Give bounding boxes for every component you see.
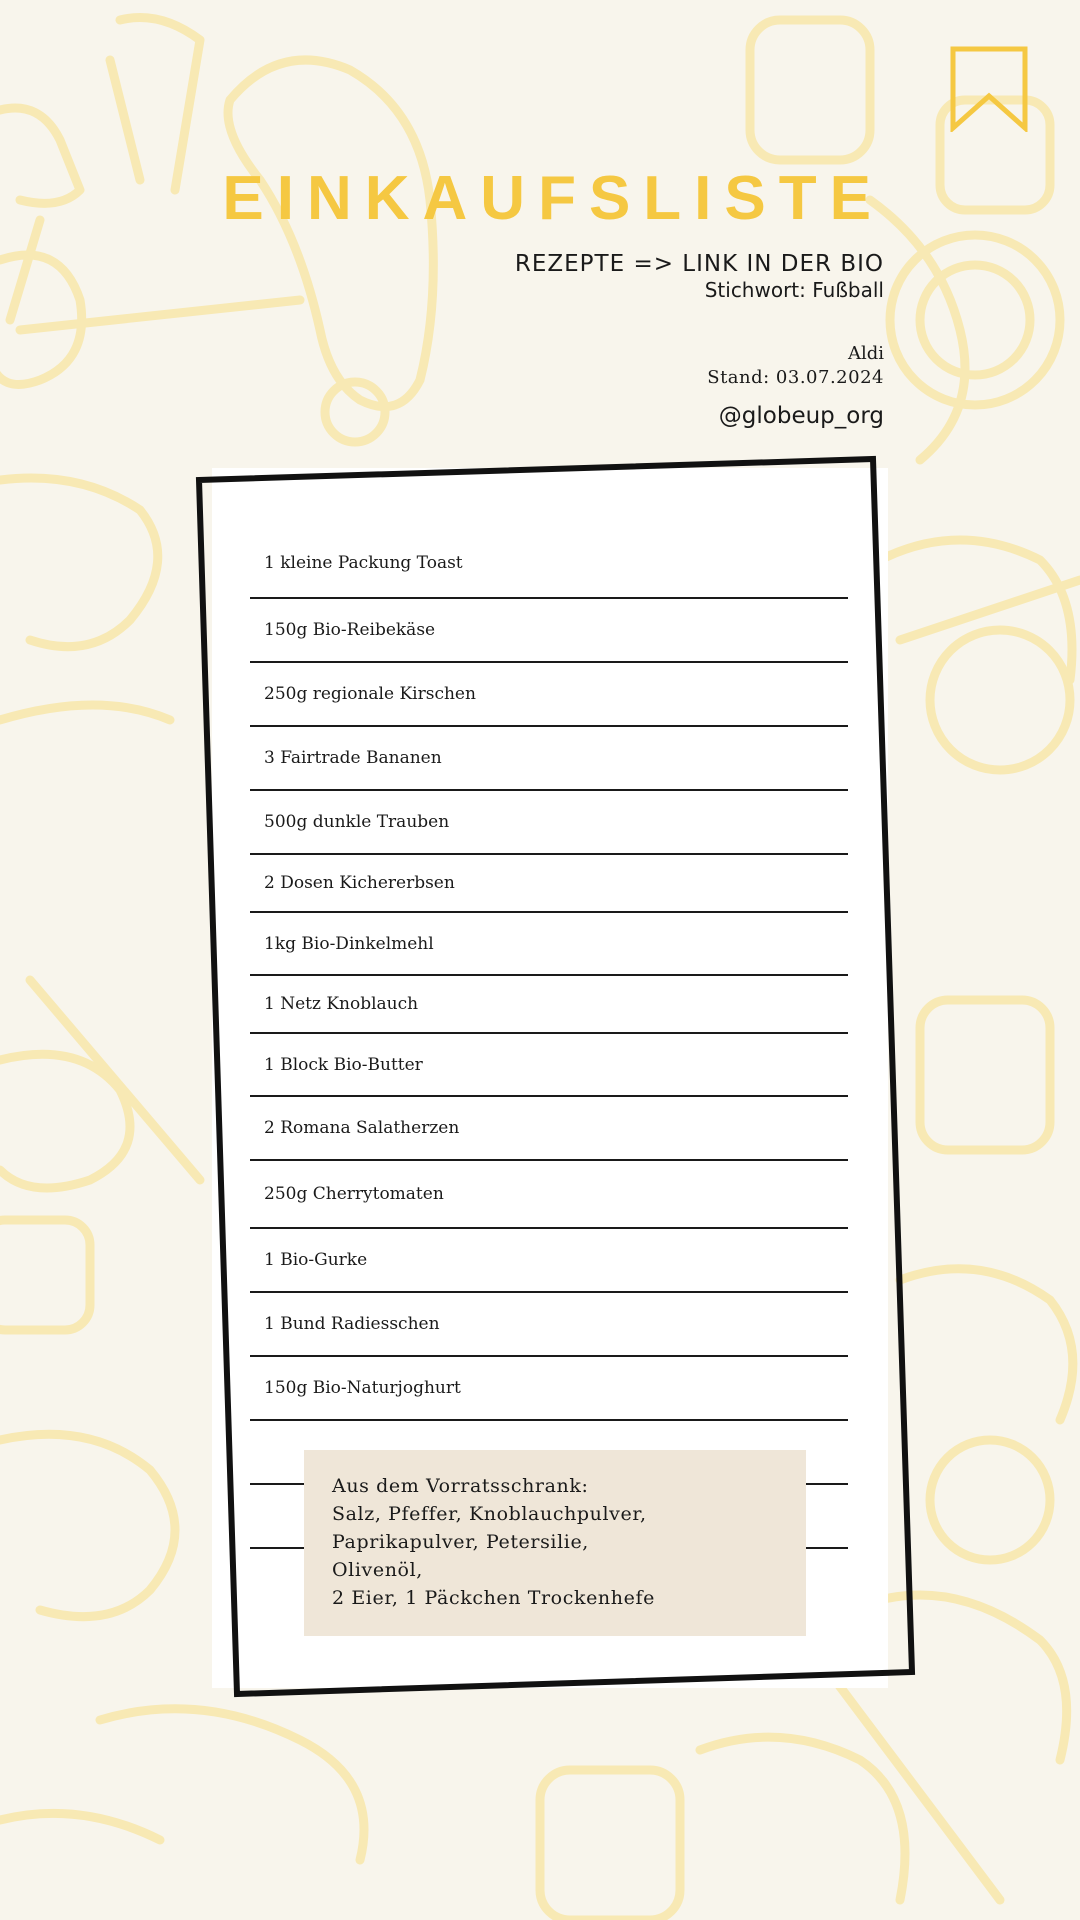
pantry-note-line: Salz, Pfeffer, Knoblauchpulver, — [332, 1503, 647, 1525]
pantry-note-line: Aus dem Vorratsschrank: — [332, 1475, 589, 1497]
recipe-link-hint: REZEPTE => LINK IN DER BIO — [514, 251, 884, 277]
pantry-note — [304, 1450, 806, 1636]
list-item: 150g Bio-Naturjoghurt — [250, 1357, 848, 1421]
list-item: 1 kleine Packung Toast — [250, 528, 848, 599]
list-item: 250g Cherrytomaten — [250, 1161, 848, 1229]
pantry-note-line: Olivenöl, — [332, 1559, 423, 1581]
list-item: 150g Bio-Reibekäse — [250, 599, 848, 663]
list-item: 1 Netz Knoblauch — [250, 976, 848, 1034]
bookmark-icon[interactable] — [950, 46, 1028, 132]
list-item: 1 Bund Radiesschen — [250, 1293, 848, 1357]
list-item: 1kg Bio-Dinkelmehl — [250, 913, 848, 976]
social-handle[interactable]: @globeup_org — [718, 403, 884, 429]
list-item: 1 Block Bio-Butter — [250, 1034, 848, 1097]
list-item: 2 Dosen Kichererbsen — [250, 855, 848, 913]
list-item: 2 Romana Salatherzen — [250, 1097, 848, 1161]
date-label: Stand: 03.07.2024 — [707, 367, 884, 388]
page-title: EINKAUFSLISTE — [222, 164, 884, 233]
store-name: Aldi — [847, 343, 884, 364]
list-item: 250g regionale Kirschen — [250, 663, 848, 727]
list-item: 500g dunkle Trauben — [250, 791, 848, 855]
list-item: 3 Fairtrade Bananen — [250, 727, 848, 791]
pantry-note-line: 2 Eier, 1 Päckchen Trockenhefe — [332, 1587, 655, 1609]
pantry-note-line: Paprikapulver, Petersilie, — [332, 1531, 589, 1553]
list-item: 1 Bio-Gurke — [250, 1229, 848, 1293]
keyword-label: Stichwort: Fußball — [704, 278, 884, 302]
